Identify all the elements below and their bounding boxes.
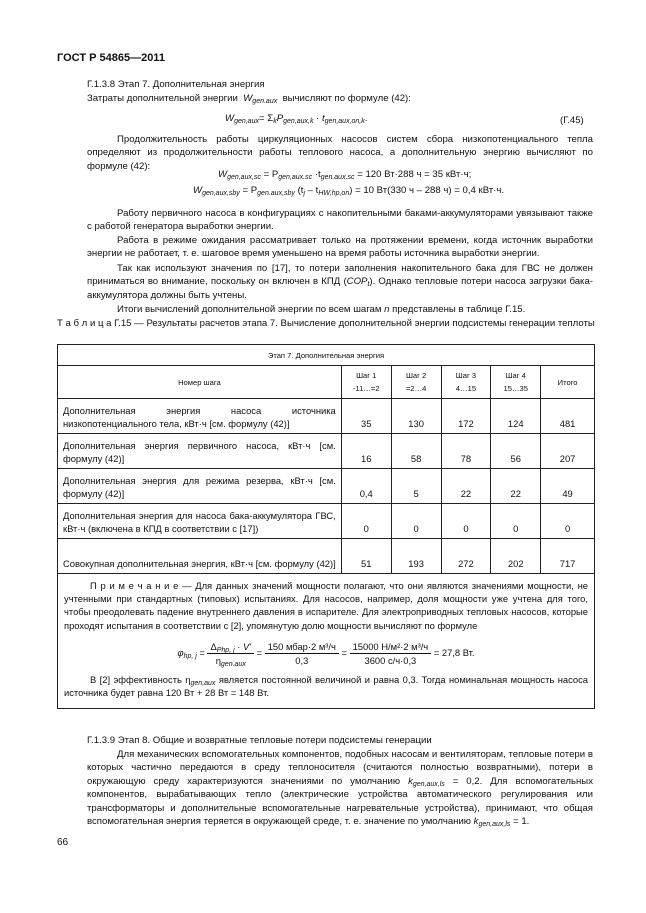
intro-line: Затраты дополнительной энергии $W_{gen.aux}$ вычисляют по формуле (42): xyxy=(87,93,411,105)
section-title: Г.1.3.9 Этап 8. Общие и возвратные тепловые потери подсистемы генерации xyxy=(87,735,432,746)
equation-number: (Г.45) xyxy=(560,115,584,126)
col-total: Итого xyxy=(541,366,595,399)
formula-g45: $W_{gen,aux}= \Sigma_kP_{gen,aux,k} \cdot t_{gen,aux,on,k}$. xyxy=(225,113,368,125)
table-caption: Т а б л и ц а Г.15 — Результаты расчетов этапа 7. Вычисление дополнительной энергии подсистемы генерации теплоты xyxy=(57,318,595,329)
paragraph: Работу первичного насоса в конфигурациях с накопительными баками-аккумуляторами увязывают также с работой генератора выработки энергии. xyxy=(87,208,593,233)
col-step-4: Шаг 4 15…35 xyxy=(491,366,541,399)
paragraph: Для механических вспомогательных компонентов, подобных насосам и вентиляторам, тепловые потери в которых частично передаются в среду теплоносителя (считаются полностью возвратными), потери в окружающую среду характеризуются значениями по умолчанию $k_{gen,aux,ls} = 0,2$. Для вспомогательных компонентов, вырабатывающих тепло (электрические устройства автоматического регулирования или трансформаторы и дополнительные вспомогательные нагревательные устройства), принимают, что общая вспомогательная энергия теряется в окружающей среде, т. е. значение по умолчанию $k_{gen,aux,ls} = 1$. xyxy=(87,749,593,829)
table-row: Дополнительная энергия для режима резерва, кВт·ч [см. формулу (42)] 0,4 5 22 22 49 xyxy=(58,469,595,504)
page-number: 66 xyxy=(57,837,69,848)
formula-sc: $W_{gen,aux,sc} = P_{gen,aux.sc} \cdot t_{gen.aux.sc} = 120$ Вт·288 ч = 35 кВт·ч; xyxy=(218,169,472,181)
table-column-header: Номер шага Шаг 1 -11…=2 Шаг 2 =2…4 Шаг 3 4…15 Шаг 4 15…35 Итого xyxy=(58,366,595,399)
paragraph: Продолжительность работы циркуляционных насосов систем сбора низкопотенциального тепла определяют из продолжительности работы теплового насоса, а дополнительную энергию вычисляют по формуле (42): xyxy=(87,134,593,172)
col-step-1: Шаг 1 -11…=2 xyxy=(341,366,391,399)
note-formula: $\varphi_{hp, j}$ = $\frac{\Delta_{Php, j} \cdot V'}{\eta_{gen.aux}}$ = $\frac{\text{150 мбар·2 м³/ч}}{0,3}$ = $\frac{\text{15000 Н/м²·2 м³/ч}}{3600 с/ч\cdot 0,3}$ = 27,8 Вт. xyxy=(177,640,475,669)
section-title: Г.1.3.8 Этап 7. Дополнительная энергия xyxy=(87,79,265,90)
col-step-2: Шаг 2 =2…4 xyxy=(391,366,441,399)
formula-sby: $W_{gen,aux,sby} = P_{gen.aux,sby}$ $(t_j - t_{HW,hp,on}) = 10$ Вт(330 ч – 288 ч) = 0,4 кВт·ч. xyxy=(193,185,505,197)
note-paragraph: П р и м е ч а н и е — Для данных значений мощности полагают, что они являются значениями мощности, не учтенными при стандартных (типовых) испытаниях. Для насосов, например, доля мощности уже учтена для того, чтобы преодолевать падение внутреннего давления в испарителе. Для электроприводных тепловых насосов, которые проходят испытания в соответствии с [2], упомянутую долю мощности вычисляют по формуле xyxy=(64,580,588,631)
paragraph: Так как используют значения по [17], то потери заполнения накопительного бака для ГВС не должен приниматься во внимание, поскольку он включен в КПД $(COP_t)$. Однако тепловые потери насоса загрузки бака-аккумулятора должны быть учтены. xyxy=(87,263,593,301)
table-note xyxy=(58,574,595,709)
standard-header: ГОСТ Р 54865—2011 xyxy=(57,52,165,64)
table-row: Дополнительная энергия первичного насоса, кВт·ч [см. формулу (42)] 16 58 78 56 207 xyxy=(58,434,595,469)
col-step-3: Шаг 3 4…15 xyxy=(441,366,491,399)
table-row: Дополнительная энергия для насоса бака-аккумулятора ГВС, кВт·ч (включена в КПД в соответствии с [17]) 0 0 0 0 0 xyxy=(58,504,595,539)
table-row: Совокупная дополнительная энергия, кВт·ч [см. формулу (42)] 51 193 272 202 717 xyxy=(58,539,595,574)
paragraph: Работа в режиме ожидания рассматривает только на протяжении времени, когда источник выработки энергии не работает, т. е. шаговое время уменьшено на время работы источника выработки энергии. xyxy=(87,235,593,260)
paragraph: Итоги вычислений дополнительной энергии по всем шагам n представлены в таблице Г.15. xyxy=(117,304,526,315)
table-group-header: Этап 7. Дополнительная энергия xyxy=(58,345,595,366)
results-table xyxy=(57,344,595,709)
table-row: Дополнительная энергия насоса источника низкопотенциального тела, кВт·ч [см. формулу (42)] 35 130 172 124 481 xyxy=(58,399,595,434)
note-paragraph: В [2] эффективность $\eta_{gen,aux}$ является постоянной величиной и равна 0,3. Тогда номинальная мощность насоса источника будет равна 120 Вт + 28 Вт = 148 Вт. xyxy=(64,674,588,699)
